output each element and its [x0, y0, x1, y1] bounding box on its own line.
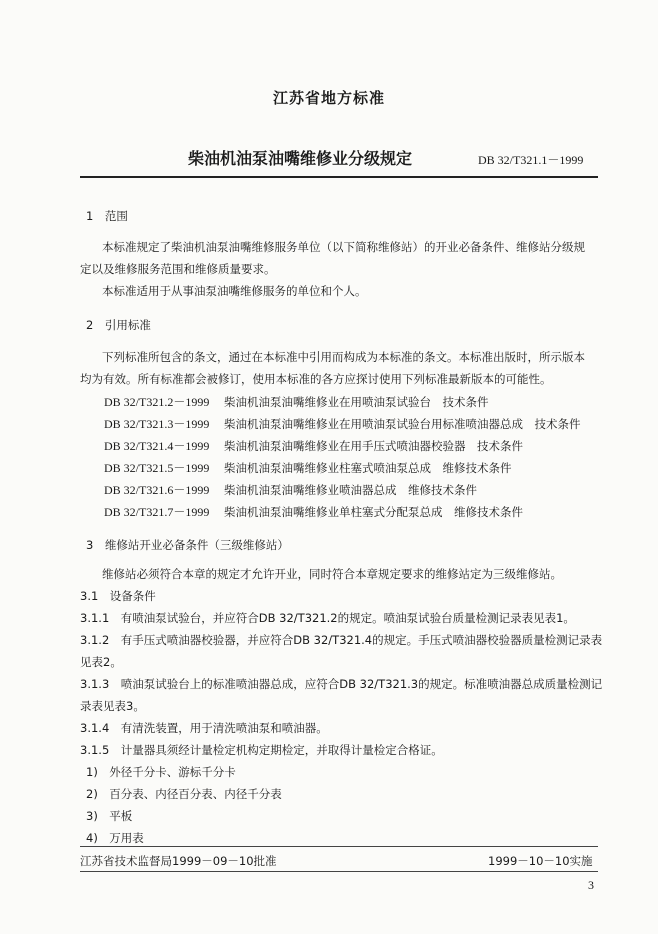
section-2-paragraph-line-1: 下列标准所包含的条文，通过在本标准中引用而构成为本标准的条文。本标准出版时，所示版本	[102, 350, 585, 364]
page-number: 3	[588, 878, 594, 892]
clause-3-1-4: 3.1.4 有清洗装置，用于清洗喷油泵和喷油器。	[80, 721, 328, 735]
reference-code: DB 32/T321.5－1999	[104, 461, 210, 475]
reference-title: 柴油机油泵油嘴维修业喷油器总成 维修技术条件	[224, 483, 477, 497]
header-rule	[80, 176, 598, 178]
reference-title: 柴油机油泵油嘴维修业在用喷油泵试验台用标准喷油器总成 技术条件	[224, 417, 581, 431]
instrument-list-item: 4) 万用表	[86, 831, 144, 845]
clause-3-1: 3.1 设备条件	[80, 589, 156, 603]
section-1-heading: 1 范围	[86, 209, 128, 223]
instrument-list-item: 3) 平板	[86, 809, 133, 823]
reference-code: DB 32/T321.7－1999	[104, 505, 210, 519]
clause-3-1-1: 3.1.1 有喷油泵试验台，并应符合DB 32/T321.2的规定。喷油泵试验台质量检测记录表见表1。	[80, 611, 575, 625]
reference-title: 柴油机油泵油嘴维修业在用喷油泵试验台 技术条件	[224, 395, 489, 409]
reference-code: DB 32/T321.6－1999	[104, 483, 210, 497]
issuing-organization: 江苏省地方标准	[272, 89, 385, 107]
clause-3-1-2-line-1: 3.1.2 有手压式喷油器校验器，并应符合DB 32/T321.4的规定。手压式喷油器校验器质量检测记录表	[80, 633, 603, 647]
reference-code: DB 32/T321.2－1999	[104, 395, 210, 409]
reference-title: 柴油机油泵油嘴维修业柱塞式喷油泵总成 维修技术条件	[224, 461, 512, 475]
reference-item	[104, 459, 512, 476]
footer-rule	[80, 846, 598, 847]
section-3-intro: 维修站必须符合本章的规定才允许开业，同时符合本章规定要求的维修站定为三级维修站。	[102, 567, 562, 581]
section-2-heading: 2 引用标准	[86, 318, 151, 332]
footer-bottom-rule	[80, 871, 598, 872]
reference-item	[104, 415, 581, 432]
clause-3-1-2-line-2: 见表2。	[80, 655, 122, 669]
approval-note: 江苏省技术监督局1999－09－10批准	[80, 854, 277, 868]
section-1-paragraph-1-line-1: 本标准规定了柴油机油泵油嘴维修服务单位（以下简称维修站）的开业必备条件、维修站分级规	[102, 240, 585, 254]
reference-item	[104, 481, 477, 498]
section-1-paragraph-2: 本标准适用于从事油泵油嘴维修服务的单位和个人。	[102, 284, 367, 298]
reference-item	[104, 437, 523, 454]
instrument-list-item: 2) 百分表、内径百分表、内径千分表	[86, 787, 282, 801]
clause-3-1-3-line-1: 3.1.3 喷油泵试验台上的标准喷油器总成，应符合DB 32/T321.3的规定。标准喷油器总成质量检测记	[80, 677, 603, 691]
reference-code: DB 32/T321.4－1999	[104, 439, 210, 453]
reference-code: DB 32/T321.3－1999	[104, 417, 210, 431]
reference-item	[104, 503, 523, 520]
clause-3-1-5: 3.1.5 计量器具须经计量检定机构定期检定，并取得计量检定合格证。	[80, 743, 443, 757]
section-3-heading: 3 维修站开业必备条件（三级维修站）	[86, 538, 289, 552]
section-1-paragraph-1-line-2: 定以及维修服务范围和维修质量要求。	[80, 262, 276, 276]
document-number: DB 32/T321.1－1999	[478, 153, 584, 167]
clause-3-1-3-line-2: 录表见表3。	[80, 699, 145, 713]
document-title: 柴油机油泵油嘴维修业分级规定	[188, 149, 413, 168]
implementation-date: 1999－10－10实施	[488, 854, 593, 868]
instrument-list-item: 1) 外径千分卡、游标千分卡	[86, 765, 236, 779]
section-2-paragraph-line-2: 均为有效。所有标准都会被修订，使用本标准的各方应探讨使用下列标准最新版本的可能性。	[80, 372, 552, 386]
reference-item	[104, 393, 489, 410]
reference-title: 柴油机油泵油嘴维修业在用手压式喷油器校验器 技术条件	[224, 439, 523, 453]
reference-title: 柴油机油泵油嘴维修业单柱塞式分配泵总成 维修技术条件	[224, 505, 523, 519]
